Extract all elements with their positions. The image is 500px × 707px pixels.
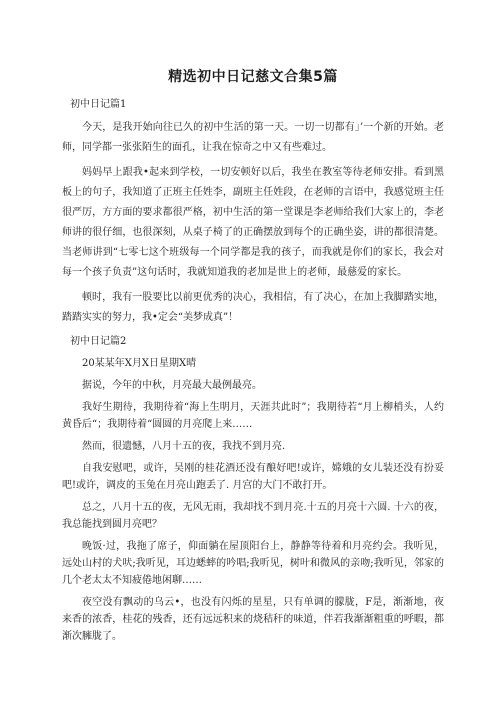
paragraph: 然而，很遗憾，八月十五的夜，我找不到月亮.: [82, 441, 286, 452]
paragraph: 我好生期待，我期待着“海上生明月，天涯共此时”；我期待若“月上柳梢头，人约黄昏后“；我期待着“圆圆的月亮爬上来……: [62, 402, 444, 430]
paragraph: 总之，八月十五的夜，无风无雨，我却找不到月亮.十五的月亮十六圆. 十六的夜，我总能找到圆月亮吧？: [62, 502, 444, 530]
paragraph: 夜空没有飘动的乌云•，也没有闪烁的星星，只有单调的朦胧，F是，渐渐地，夜来香的浓香，桂花的残香，还有远远积来的烧秸秆的味道，伴若我渐渐粗重的呼暇，都渐次臃胧了。: [62, 597, 444, 642]
paragraph: 据说，今年的中秋，月亮最大最例最亮。: [82, 380, 262, 391]
document-title: 精选初中日记慈文合集5篇: [168, 69, 338, 85]
paragraph: 妈妈早上跟我•起来到学校，一切安顿好以后，我坐在教室等待老师安排。看到黑板上的句子，我知道了正班主任姓李，副班主任姓段，在老师的言语中，我感觉班主任很严厉，方方面的要求都很严格，初中生活的第一堂课是李老师给我们大家上的，李老师讲的很仔细，也很深刻，从桌子椅了的正确摆放到每个的正确坐姿，讲的都很清楚。当老师讲到“七零七这个班级每一个同学都是我的孩子，而我就是你们的家长，我会对每一个孩子负责”这句话时，我就知道我的老加是世上的老师，最慈爱的家长。: [62, 167, 444, 278]
section-heading-2: 初中日记篇2: [70, 336, 127, 347]
paragraph: 顿时，我有一股要比以前更优秀的决心，我相信，有了决心，在加上我脚踏实地，踏踏实实的努力，我•定会“美梦成真”！: [62, 292, 444, 323]
diary-date-line: 20某某年X月X日星期X晴: [82, 358, 197, 369]
section-heading-1: 初中日记篇1: [70, 99, 127, 110]
paragraph: 自我安慰吧，或许，吴刚的桂花酒还没有酿好吧!或许，嫦娥的女儿装还没有扮妥吧!或许，调皮的玉兔在月亮山跑丢了. 月宫的大门不敢打开。: [62, 463, 444, 491]
paragraph: 今天，是我开始向往已久的初中生活的第一天。一切一切都有」’一个新的开始。老师，同学都一张张陌生的面孔，让我在惊奇之中又有些难过。: [62, 122, 444, 153]
paragraph: 晚饭·过，我拖了席子，仰面躺在屋顶阳台上，静静等待着和月亮约会。我听见，远处山村的犬吠;我听见，耳边蟋蟀的吟唱;我听见，树叶和微风的亲吻;我听见，邻家的几个老太太不知疲倦地闲聊……: [62, 541, 444, 586]
